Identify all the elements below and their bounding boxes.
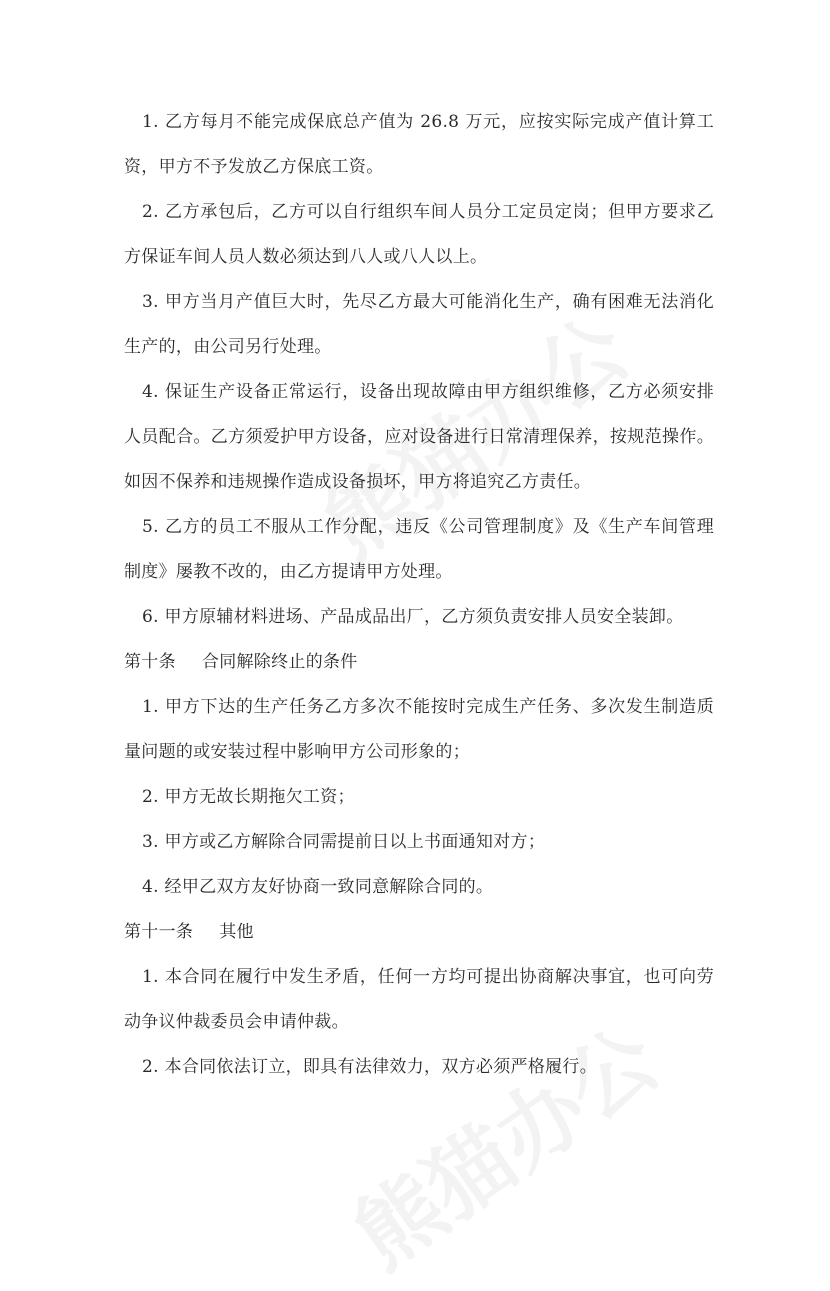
clause-item: 1. 甲方下达的生产任务乙方多次不能按时完成生产任务、多次发生制造质量问题的或安装过程中影响甲方公司形象的； (124, 697, 714, 762)
section-heading (124, 910, 714, 955)
section-number: 第十一条 (124, 922, 194, 942)
clause-item: 4. 保证生产设备正常运行，设备出现故障由甲方组织维修，乙方必须安排人员配合。乙方须爱护甲方设备，应对设备进行日常清理保养，按规范操作。如因不保养和违规操作造成设备损坏，甲方将追究乙方责任。 (124, 382, 714, 492)
clause-item: 2. 乙方承包后，乙方可以自行组织车间人员分工定员定岗；但甲方要求乙方保证车间人员人数必须达到八人或八人以上。 (124, 202, 714, 267)
clause-item: 2. 甲方无故长期拖欠工资； (142, 787, 355, 807)
clause-item: 6. 甲方原辅材料进场、产品成品出厂，乙方须负责安排人员安全装卸。 (142, 607, 684, 627)
section-number: 第十条 (124, 652, 176, 672)
clause-item: 5. 乙方的员工不服从工作分配，违反《公司管理制度》及《生产车间管理制度》屡教不改的，由乙方提请甲方处理。 (124, 517, 714, 582)
clause-item: 3. 甲方或乙方解除合同需提前日以上书面通知对方； (142, 832, 546, 852)
clause-item: 4. 经甲乙双方友好协商一致同意解除合同的。 (142, 877, 494, 897)
document-body (124, 100, 714, 1090)
section-title: 其他 (219, 922, 254, 942)
clause-item: 1. 本合同在履行中发生矛盾，任何一方均可提出协商解决事宜，也可向劳动争议仲裁委员会申请仲裁。 (124, 967, 714, 1032)
section-heading (124, 640, 714, 685)
clause-item: 3. 甲方当月产值巨大时，先尽乙方最大可能消化生产，确有困难无法消化生产的，由公司另行处理。 (124, 292, 714, 357)
section-title: 合同解除终止的条件 (201, 652, 358, 672)
clause-item: 2. 本合同依法订立，即具有法律效力，双方必须严格履行。 (142, 1057, 598, 1077)
clause-item: 1. 乙方每月不能完成保底总产值为 26.8 万元，应按实际完成产值计算工资，甲方不予发放乙方保底工资。 (124, 112, 714, 177)
